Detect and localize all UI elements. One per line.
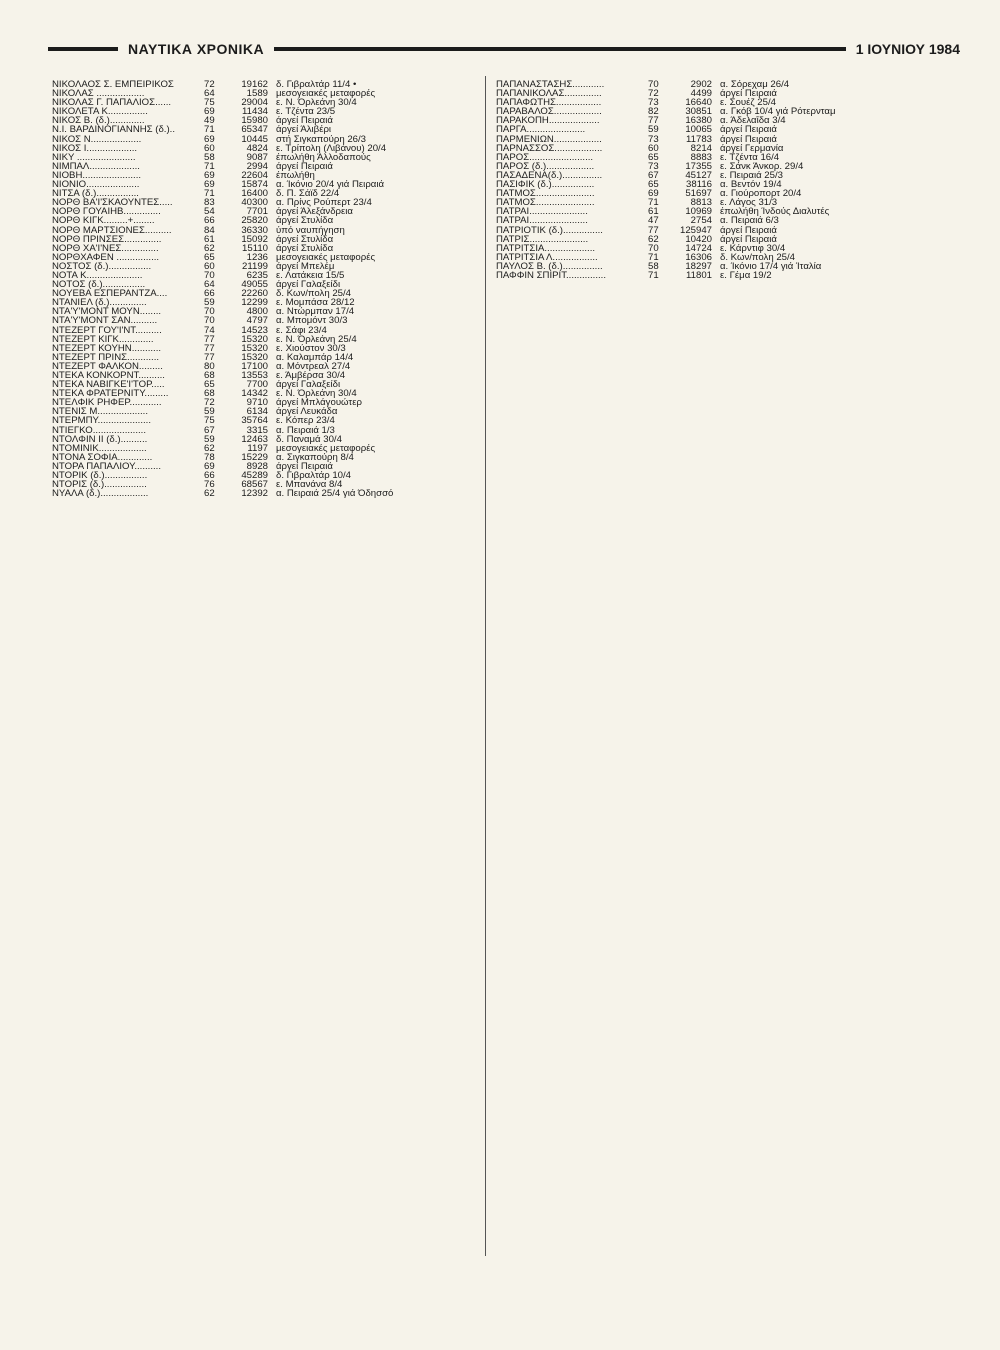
ship-position: α. Άδελαΐδα 3/4 [720, 116, 786, 126]
ship-position: α. Καλαμπάρ 14/4 [276, 352, 354, 362]
build-year: 78 [204, 451, 215, 463]
tonnage: 51697 [685, 188, 712, 200]
ship-position: ε. Γέμα 19/2 [720, 270, 772, 281]
ship-name: ΠΑΡΓΑ...................... [496, 125, 586, 135]
ship-position: έπωλήθη Ίνδούς Διαλυτές [720, 207, 830, 217]
tonnage: 8813 [690, 197, 712, 209]
ship-row [52, 489, 472, 498]
tonnage: 4800 [246, 306, 268, 318]
build-year: 58 [648, 260, 659, 272]
tonnage: 10065 [685, 124, 712, 136]
ship-position: άργεί Γερμανία [720, 143, 784, 153]
tonnage: 9710 [246, 397, 268, 409]
build-year: 69 [204, 460, 215, 472]
tonnage: 2902 [690, 79, 712, 90]
build-year: 67 [204, 424, 215, 436]
build-year: 68 [204, 370, 215, 381]
tonnage: 12392 [241, 488, 268, 500]
ship-name: ΝΤΟΛΦΙΝ ΙΙ (δ.).......... [52, 434, 148, 444]
ship-name: ΠΑΤΡΙΣ...................... [496, 234, 589, 244]
ship-name: ΠΑΥΛΟΣ Β. (δ.)............... [496, 261, 603, 271]
ship-name: ΝΤΕΚΑ ΝΑΒΙΓΚΕ'Ι'ΤΟΡ..... [52, 380, 165, 390]
tonnage: 36330 [241, 224, 268, 236]
ship-position: ε. Σάνκ Άνκορ. 29/4 [720, 161, 804, 171]
tonnage: 22604 [241, 169, 268, 181]
build-year: 77 [648, 115, 659, 127]
ship-name: ΝΙΜΠΑΛ................... [52, 161, 140, 171]
ship-position: ε. Άμβέρσα 30/4 [276, 371, 346, 381]
ship-name: ΠΑΡΝΑΣΣΟΣ.................. [496, 143, 603, 153]
tonnage: 25820 [241, 215, 268, 227]
tonnage: 9087 [246, 151, 268, 163]
ship-name: ΝΙΚΟΣ Ν................... [52, 134, 142, 144]
ship-position: α. Γιούροπορτ 20/4 [720, 189, 802, 199]
ship-position: ε. Τρίπολη (Λιβάνου) 20/4 [276, 143, 387, 153]
tonnage: 16380 [685, 115, 712, 127]
ship-name: ΠΑΤΡΙΤΣΙΑ Λ................. [496, 252, 598, 262]
ship-position: δ. Κων/πολη 25/4 [276, 289, 352, 299]
ship-name: ΝΤΑ'Υ'ΜΟΝΤ ΣΑΝ.......... [52, 316, 158, 326]
ship-position: α. Βεντόν 19/4 [720, 180, 782, 190]
ship-position: ε. Μπανάνα 8/4 [276, 480, 343, 490]
tonnage: 16306 [685, 251, 712, 263]
ship-position: άργεί Πειραιά [720, 225, 777, 235]
tonnage: 17355 [685, 160, 712, 172]
ship-name: ΝΟΥΕΒΑ ΕΣΠΕΡΑΝΤΖΑ.... [52, 289, 168, 299]
left-column [52, 80, 472, 508]
ship-name: ΠΑΠΑΝΙΚΟΛΑΣ.............. [496, 89, 602, 99]
ship-name: ΝΤΟΡΙΚ (δ.)................ [52, 471, 148, 481]
ship-name: ΝΤΕΛΦΙΚ ΡΗΦΕΡ............ [52, 398, 162, 408]
ship-position: ε. Σουέζ 25/4 [720, 98, 776, 108]
tonnage: 21199 [242, 260, 268, 272]
ship-name: ΠΑΠΑΝΑΣΤΑΣΗΣ............ [496, 80, 605, 90]
ship-name: ΝΟΡΘ ΚΙΓΚ.........+........ [52, 216, 155, 226]
tonnage: 4499 [690, 88, 712, 100]
tonnage: 14342 [241, 388, 268, 400]
tonnage: 10445 [241, 133, 268, 145]
build-year: 59 [204, 433, 215, 445]
ship-name: ΝΤΕΖΕΡΤ ΦΑΛΚΟΝ......... [52, 361, 163, 371]
tonnage: 11783 [686, 133, 712, 145]
ship-name: ΠΑΠΑΦΩΤΗΣ................. [496, 98, 602, 108]
ship-position: άργεί Πειραιά [276, 116, 333, 126]
build-year: 69 [204, 106, 215, 118]
build-year: 80 [204, 360, 215, 372]
ship-name: ΝΙΟΒΗ...................... [52, 170, 142, 181]
tonnage: 16400 [241, 188, 268, 200]
tonnage: 6134 [246, 406, 268, 418]
ship-name: ΝΤΟΡΙΣ (δ.)................ [52, 480, 147, 490]
build-year: 59 [204, 406, 215, 418]
build-year: 58 [204, 151, 215, 163]
tonnage: 68567 [241, 479, 268, 491]
ship-row [496, 271, 916, 280]
ship-name: ΝΤΟΝΑ ΣΟΦΙΑ............. [52, 452, 153, 462]
build-year: 60 [204, 142, 215, 154]
build-year: 77 [648, 224, 659, 236]
ship-position: μεσογειακές μεταφορές [276, 252, 376, 262]
tonnage: 13553 [241, 370, 268, 381]
tonnage: 15092 [241, 233, 268, 245]
ship-name: ΝΟΡΘ ΜΑΡΤΣΙΟΝΕΣ.......... [52, 225, 172, 235]
ship-position: άργεί Στυλίδα [276, 243, 334, 253]
ship-position: άργεί Πειραιά [720, 134, 777, 144]
ship-name: ΝΟΡΘ ΒΑ'Ι'ΣΚΑΟΥΝΤΕΣ..... [52, 198, 173, 208]
ship-name: ΝΟΡΘ ΧΑ'Ι'ΝΕΣ.............. [52, 243, 159, 253]
build-year: 61 [648, 206, 659, 218]
build-year: 62 [204, 242, 215, 254]
build-year: 71 [204, 124, 215, 136]
ship-name: ΠΑΡΟΣ (δ.).................. [496, 161, 595, 171]
build-year: 72 [204, 79, 215, 90]
tonnage: 15320 [241, 351, 268, 363]
ship-position: άργεί Μπλάγουώτερ [276, 398, 362, 408]
tonnage: 17100 [241, 360, 268, 372]
tonnage: 15229 [241, 451, 268, 463]
build-year: 59 [204, 297, 215, 309]
ship-position: ε. Μομπάσα 28/12 [276, 298, 355, 308]
ship-name: ΠΑΦΦΙΝ ΣΠΙΡΙΤ............... [496, 270, 606, 281]
ship-name: ΝΟΤΟΣ (δ.)................ [52, 280, 146, 290]
ship-name: ΝΙΚΟΣ Ι................... [52, 143, 138, 153]
ship-position: ύπό ναυπήγηση [276, 225, 345, 235]
ship-position: δ. Γιβραλτάρ 10/4 [276, 471, 351, 481]
build-year: 72 [648, 88, 659, 100]
ship-name: ΝΟΤΑ Κ..................... [52, 270, 143, 281]
ship-position: ε. Σάφι 23/4 [276, 325, 327, 335]
build-year: 73 [648, 97, 659, 109]
ship-name: ΝΟΣΤΟΣ (δ.)................ [52, 261, 152, 271]
ship-name: ΠΑΣΑΔΕΝΑ(δ.)............... [496, 170, 603, 181]
ship-position: μεσογειακές μεταφορές [276, 89, 376, 99]
build-year: 75 [204, 97, 215, 109]
ship-position: ε. Πειραιά 25/3 [720, 170, 783, 181]
tonnage: 12463 [241, 433, 268, 445]
ship-position: άργεί Μπελέμ [276, 261, 335, 271]
tonnage: 19162 [241, 79, 268, 90]
ship-name: ΠΑΤΡΙΟΤΙΚ (δ.)............... [496, 225, 603, 235]
tonnage: 12299 [241, 297, 268, 309]
ship-position: ε. Ν. Όρλεάνη 25/4 [276, 334, 357, 344]
tonnage: 8928 [246, 460, 268, 472]
ship-name: ΝΙΤΣΑ (δ.)................ [52, 189, 139, 199]
ship-position: άργεί Πειραιά [276, 461, 333, 472]
ship-name: ΝΙΚΥ ...................... [52, 152, 136, 162]
ship-name: ΠΑΤΜΟΣ...................... [496, 189, 595, 199]
build-year: 77 [204, 342, 215, 354]
build-year: 54 [204, 206, 215, 218]
ship-position: α. Σόρεχαμ 26/4 [720, 80, 790, 90]
ship-position: άργεί Λευκάδα [276, 407, 338, 417]
ship-position: δ. Π. Σάϊδ 22/4 [276, 189, 340, 199]
ship-position: α. Γκόβ 10/4 γιά Ρότερνταμ [720, 107, 836, 117]
ship-name: ΠΑΤΜΟΣ...................... [496, 198, 595, 208]
build-year: 65 [204, 379, 215, 391]
ship-position: α. Πειραιά 1/3 [276, 425, 335, 435]
tonnage: 15980 [241, 115, 268, 127]
tonnage: 14724 [685, 242, 712, 254]
build-year: 71 [204, 160, 215, 172]
ship-name: ΠΑΡΟΣ........................ [496, 152, 594, 162]
build-year: 77 [204, 333, 215, 345]
build-year: 62 [204, 488, 215, 500]
ship-position: α. Μπομόντ 30/3 [276, 316, 348, 326]
ship-list-block [52, 80, 472, 498]
tonnage: 2994 [246, 160, 268, 172]
tonnage: 125947 [679, 224, 712, 236]
ship-position: α. Μόντρεαλ 27/4 [276, 361, 351, 371]
build-year: 60 [648, 142, 659, 154]
build-year: 82 [648, 106, 659, 118]
build-year: 66 [204, 470, 215, 482]
build-year: 84 [204, 224, 215, 236]
ship-position: ε. Χιούστον 30/3 [276, 343, 346, 353]
ship-position: άργεί Πειραιά [276, 161, 333, 171]
ship-name: ΝΤΕΡΜΠΥ.................... [52, 416, 151, 426]
ship-position: ε. Τζέντα 23/5 [276, 107, 336, 117]
ship-position: άργεί Γαλαξείδι [276, 380, 341, 390]
tonnage: 16640 [685, 97, 712, 109]
tonnage: 29004 [241, 97, 268, 109]
ship-position: άργεί Στυλίδα [276, 234, 334, 244]
ship-name: ΝΤΕΖΕΡΤ ΓΟΥ'Ι'ΝΤ.......... [52, 325, 162, 335]
tonnage: 40300 [241, 197, 268, 209]
tonnage: 45289 [241, 470, 268, 482]
build-year: 65 [648, 151, 659, 163]
ship-position: α. Ίκόνιο 20/4 γιά Πειραιά [276, 180, 384, 190]
tonnage: 18297 [685, 260, 712, 272]
build-year: 64 [204, 279, 215, 291]
tonnage: 6235 [246, 269, 268, 281]
ship-position: ε. Ν. Όρλεάνη 30/4 [276, 389, 357, 399]
build-year: 64 [204, 88, 215, 100]
ship-name: ΝΤΕΚΑ ΚΟΝΚΟΡΝΤ.......... [52, 371, 165, 381]
ship-name: ΝΙΚΟΛΑΣ .................. [52, 89, 145, 99]
ship-position: δ. Γιβραλτάρ 11/4 • [276, 80, 357, 90]
tonnage: 22260 [241, 288, 268, 300]
ship-position: ε. Λάγος 31/3 [720, 198, 778, 208]
page-header [48, 38, 960, 60]
build-year: 68 [204, 388, 215, 400]
build-year: 69 [204, 169, 215, 181]
ship-position: δ. Κων/πολη 25/4 [720, 252, 796, 262]
build-year: 72 [204, 397, 215, 409]
build-year: 65 [204, 251, 215, 263]
tonnage: 15320 [241, 333, 268, 345]
build-year: 59 [648, 124, 659, 136]
tonnage: 8214 [690, 142, 712, 154]
issue-date: 1 ΙΟΥΝΙΟΥ 1984 [855, 41, 960, 57]
build-year: 62 [204, 442, 215, 454]
build-year: 70 [204, 315, 215, 327]
tonnage: 15874 [241, 179, 268, 191]
tonnage: 65347 [241, 124, 268, 136]
ship-position: άργεί Στυλίδα [276, 216, 334, 226]
build-year: 74 [204, 324, 215, 336]
tonnage: 4797 [246, 315, 268, 327]
ship-name: ΝΤΕΝΙΣ Μ................... [52, 407, 149, 417]
ship-name: ΝΙΚΟΛΕΤΑ Κ............... [52, 107, 148, 117]
tonnage: 14523 [241, 324, 268, 336]
right-column [496, 80, 916, 290]
ship-name: ΝΤΑ'Υ'ΜΟΝΤ ΜΟΥΝ........ [52, 307, 162, 317]
ship-name: ΝΥΑΛΑ (δ.).................. [52, 489, 149, 499]
ship-name: ΝΤΕΚΑ ΦΡΑΤΕΡΝΙΤΥ......... [52, 389, 169, 399]
tonnage: 11801 [686, 269, 712, 281]
build-year: 71 [648, 269, 659, 281]
ship-name: ΝΟΡΘΧΑΦΕΝ ................ [52, 252, 160, 262]
ship-position: άργεί Πειραιά [720, 125, 777, 135]
build-year: 76 [204, 479, 215, 491]
build-year: 75 [204, 415, 215, 427]
build-year: 49 [204, 115, 215, 127]
ship-position: μεσογειακές μεταφορές [276, 443, 376, 453]
build-year: 70 [204, 269, 215, 281]
build-year: 69 [204, 133, 215, 145]
tonnage: 45127 [685, 169, 712, 181]
ship-name: ΝΤΕΖΕΡΤ ΠΡΙΝΣ............ [52, 352, 160, 362]
build-year: 66 [204, 215, 215, 227]
ship-position: α. Πρίνς Ρούπερτ 23/4 [276, 198, 372, 208]
ship-position: άργεί Άλιβέρι [276, 125, 332, 135]
column-divider [485, 76, 486, 1256]
ship-position: α. Πειραιά 6/3 [720, 216, 779, 226]
ship-name: ΝΙΚΟΣ Β. (δ.)............. [52, 116, 145, 126]
ship-name: ΝΤΕΖΕΡΤ ΚΙΓΚ............. [52, 334, 154, 344]
header-rule-left [48, 47, 118, 51]
tonnage: 10969 [685, 206, 712, 218]
build-year: 71 [204, 188, 215, 200]
ship-position: ε. Ν. Όρλεάνη 30/4 [276, 98, 357, 108]
tonnage: 1589 [246, 88, 268, 100]
tonnage: 49055 [241, 279, 268, 291]
build-year: 73 [648, 133, 659, 145]
tonnage: 4824 [246, 142, 268, 154]
ship-position: άργεί Πειραιά [720, 234, 777, 244]
build-year: 70 [204, 306, 215, 318]
ship-name: ΝΤΑΝΙΕΛ (δ.).............. [52, 298, 147, 308]
ship-name: ΝΟΡΘ ΓΟΥΑΙΗΒ.............. [52, 207, 161, 217]
build-year: 77 [204, 351, 215, 363]
ship-position: α. Σιγκαπούρη 8/4 [276, 452, 354, 462]
publication-title: ΝΑΥΤΙΚΑ ΧΡΟΝΙΚΑ [128, 41, 265, 57]
build-year: 70 [648, 242, 659, 254]
ship-name: ΝΤΙΕΓΚΟ.................... [52, 425, 147, 435]
ship-name: ΝΙΚΟΛΑΟΣ Σ. ΕΜΠΕΙΡΙΚΟΣ [52, 80, 174, 90]
build-year: 73 [648, 160, 659, 172]
ship-name: ΝΤΟΡΑ ΠΑΠΑΛΙΟΥ.......... [52, 461, 162, 472]
ship-position: έπωλήθη Άλλοδαπούς [276, 152, 371, 162]
ship-name: ΝΟΡΘ ΠΡΙΝΣΕΣ.............. [52, 234, 162, 244]
ship-position: α. Ντώρμπαν 17/4 [276, 307, 355, 317]
ship-position: άργεί Πειραιά [720, 89, 777, 99]
tonnage: 38116 [686, 179, 712, 191]
tonnage: 1197 [247, 442, 268, 454]
ship-name: ΠΑΡΑΒΑΛΟΣ.................. [496, 107, 602, 117]
build-year: 60 [204, 260, 215, 272]
ship-position: ε. Λατάκεια 15/5 [276, 270, 345, 281]
ship-name: ΠΑΤΡΙΤΣΙΑ................... [496, 243, 596, 253]
build-year: 83 [204, 197, 215, 209]
ship-position: δ. Παναμά 30/4 [276, 434, 342, 444]
build-year: 65 [648, 179, 659, 191]
build-year: 66 [204, 288, 215, 300]
build-year: 70 [648, 79, 659, 90]
tonnage: 1236 [246, 251, 268, 263]
ship-position: ε. Κόπερ 23/4 [276, 416, 335, 426]
ship-list-block [496, 80, 916, 280]
build-year: 67 [648, 169, 659, 181]
tonnage: 35764 [241, 415, 268, 427]
build-year: 69 [204, 179, 215, 191]
ship-name: ΝΤΟΜΙΝΙΚ.................. [52, 443, 147, 453]
ship-name: ΝΙΟΝΙΟ.................... [52, 180, 140, 190]
tonnage: 15110 [242, 242, 268, 254]
ship-position: άργεί Άλεξάνδρεια [276, 207, 353, 217]
ship-position: στή Σιγκαπούρη 26/3 [276, 134, 366, 144]
tonnage: 15320 [241, 342, 268, 354]
tonnage: 7701 [246, 206, 268, 218]
ship-position: ε. Τζέντα 16/4 [720, 152, 780, 162]
tonnage: 30851 [685, 106, 712, 118]
ship-name: Ν.Ι. ΒΑΡΔΙΝΟΓΙΑΝΝΗΣ (δ.).. [52, 125, 175, 135]
ship-name: ΝΙΚΟΛΑΣ Γ. ΠΑΠΑΛΙΟΣ...... [52, 98, 172, 108]
ship-name: ΠΑΡΑΚΟΠΗ................... [496, 116, 600, 126]
header-rule-middle [274, 47, 846, 51]
build-year: 71 [648, 251, 659, 263]
tonnage: 8883 [690, 151, 712, 163]
build-year: 71 [648, 197, 659, 209]
ship-name: ΝΤΕΖΕΡΤ ΚΟΥΗΝ........... [52, 343, 162, 353]
tonnage: 11434 [242, 106, 268, 118]
ship-name: ΠΑΤΡΑΙ...................... [496, 216, 588, 226]
ship-position: α. Ίκόνιο 17/4 γιά Ίταλία [720, 261, 822, 271]
tonnage: 3315 [246, 424, 268, 436]
ship-position: άργεί Γαλαξείδι [276, 280, 341, 290]
ship-name: ΠΑΡΜΕΝΙΩΝ.................. [496, 134, 602, 144]
tonnage: 7700 [246, 379, 268, 391]
tonnage: 10420 [685, 233, 712, 245]
build-year: 69 [648, 188, 659, 200]
ship-position: α. Πειραιά 25/4 γιά Όδησσό [276, 489, 394, 499]
ship-position: έπωλήθη [276, 170, 315, 181]
ship-name: ΠΑΣΙΦΙΚ (δ.)................ [496, 180, 595, 190]
tonnage: 2754 [690, 215, 712, 227]
ship-name: ΠΑΤΡΑΙ...................... [496, 207, 588, 217]
ship-position: ε. Κάρντιφ 30/4 [720, 243, 786, 253]
build-year: 62 [648, 233, 659, 245]
build-year: 47 [648, 215, 659, 227]
build-year: 61 [204, 233, 215, 245]
